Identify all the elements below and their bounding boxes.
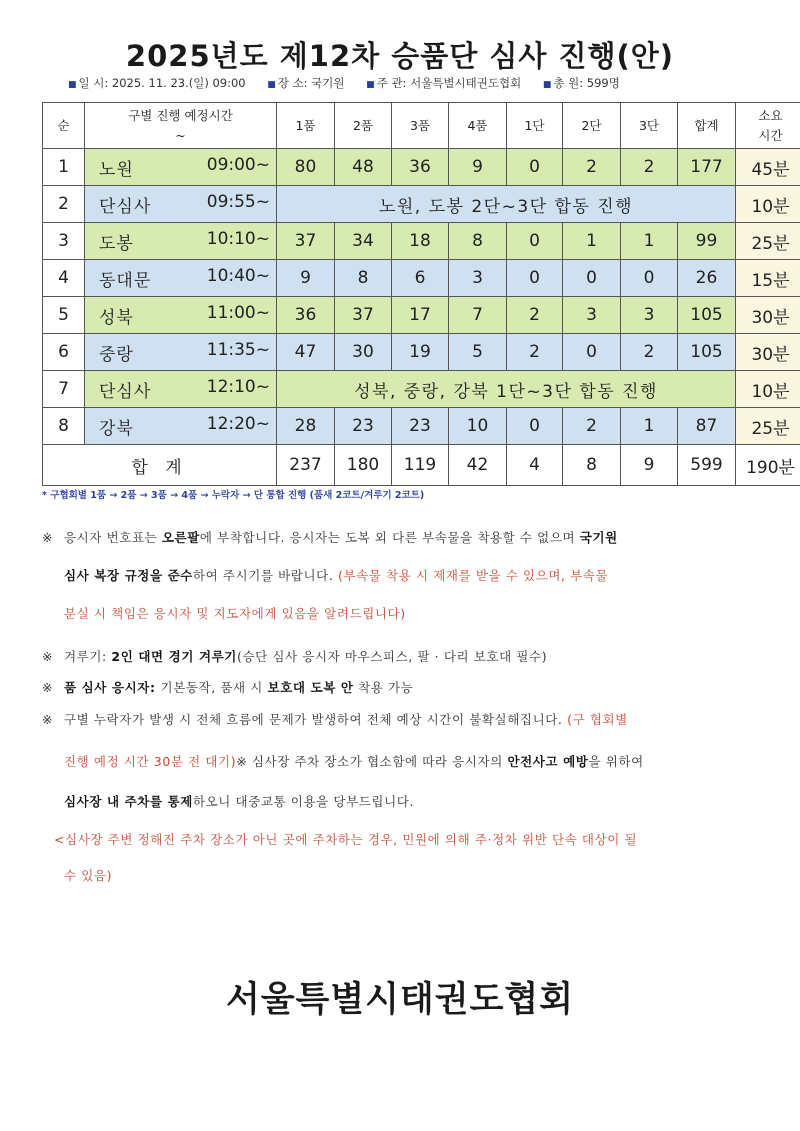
reference-mark: ※ [42,680,54,695]
table-row [43,334,800,371]
row-value: 2 [507,297,563,334]
total-value: 42 [449,445,507,486]
header-region: 구별 진행 예정시간 ~ [85,103,277,149]
total-value: 9 [621,445,678,486]
row-duration: 25분 [736,408,800,445]
table-total-row [43,445,800,486]
row-value: 2 [621,149,678,186]
row-value: 37 [335,297,392,334]
header-col: 2품 [335,103,392,149]
row-value: 0 [507,260,563,297]
row-value: 6 [392,260,449,297]
row-duration: 15분 [736,260,800,297]
row-value: 34 [335,223,392,260]
row-seq: 3 [43,223,85,260]
row-value: 30 [335,334,392,371]
row-sum: 26 [678,260,736,297]
table-row [43,149,800,186]
info-total: ■ 총 원: 599명 [542,76,620,90]
row-value: 8 [449,223,507,260]
table-footnote: * 구협회별 1품 → 2품 → 3품 → 4품 → 누락자 → 단 통합 진행 (품새 2코트/겨루기 2코트) [42,490,425,501]
schedule-table [42,102,800,486]
total-value: 237 [277,445,335,486]
total-value: 180 [335,445,392,486]
row-value: 0 [563,334,621,371]
row-value: 2 [621,334,678,371]
row-value: 2 [563,408,621,445]
row-value: 2 [563,149,621,186]
total-sum: 599 [678,445,736,486]
row-duration: 10분 [736,371,800,408]
row-seq: 8 [43,408,85,445]
row-value: 10 [449,408,507,445]
info-date: ■ 일 시: 2025. 11. 23.(일) 09:00 [68,76,246,90]
info-line [68,75,638,91]
row-region: 노원 09:00~ [85,149,277,186]
row-value: 36 [392,149,449,186]
row-region: 동대문 10:40~ [85,260,277,297]
total-label: 합 계 [43,445,277,486]
row-value: 9 [277,260,335,297]
reference-mark: ※ [42,712,54,727]
header-col: 3품 [392,103,449,149]
table-row [43,223,800,260]
row-duration: 30분 [736,297,800,334]
table-row [43,371,800,408]
row-value: 37 [277,223,335,260]
organization-footer: 서울특별시태권도협회 [225,980,575,1020]
row-region: 단심사 09:55~ [85,186,277,223]
header-duration: 소요 시간 [736,103,800,149]
row-seq: 5 [43,297,85,334]
header-col: 2단 [563,103,621,149]
row-region: 단심사 12:10~ [85,371,277,408]
row-duration: 25분 [736,223,800,260]
header-col: 1품 [277,103,335,149]
table-header-row [43,103,800,149]
reference-mark: ※ [42,649,54,664]
square-bullet-icon: ■ [267,80,276,90]
total-duration: 190분 [736,445,800,486]
row-sum: 177 [678,149,736,186]
row-value: 0 [507,223,563,260]
row-region: 도봉 10:10~ [85,223,277,260]
row-value: 9 [449,149,507,186]
row-value: 28 [277,408,335,445]
row-seq: 6 [43,334,85,371]
row-sum: 105 [678,334,736,371]
row-merged-note: 노원, 도봉 2단~3단 합동 진행 [277,186,736,223]
total-value: 8 [563,445,621,486]
row-value: 0 [563,260,621,297]
row-region: 중랑 11:35~ [85,334,277,371]
header-col: 1단 [507,103,563,149]
square-bullet-icon: ■ [366,80,375,90]
row-value: 1 [621,223,678,260]
row-value: 3 [621,297,678,334]
row-value: 17 [392,297,449,334]
row-value: 23 [392,408,449,445]
row-value: 1 [621,408,678,445]
row-region: 성북 11:00~ [85,297,277,334]
row-value: 5 [449,334,507,371]
row-value: 3 [449,260,507,297]
row-value: 7 [449,297,507,334]
row-value: 1 [563,223,621,260]
row-duration: 30분 [736,334,800,371]
row-value: 19 [392,334,449,371]
header-col: 3단 [621,103,678,149]
row-seq: 4 [43,260,85,297]
total-value: 4 [507,445,563,486]
row-value: 48 [335,149,392,186]
row-duration: 45분 [736,149,800,186]
row-value: 23 [335,408,392,445]
row-value: 47 [277,334,335,371]
square-bullet-icon: ■ [542,80,552,90]
row-sum: 87 [678,408,736,445]
row-sum: 105 [678,297,736,334]
row-seq: 2 [43,186,85,223]
reference-mark: ※ [42,530,54,545]
total-value: 119 [392,445,449,486]
row-value: 36 [277,297,335,334]
row-sum: 99 [678,223,736,260]
row-seq: 7 [43,371,85,408]
row-merged-note: 성북, 중랑, 강북 1단~3단 합동 진행 [277,371,736,408]
table-row [43,408,800,445]
row-value: 3 [563,297,621,334]
header-col: 4품 [449,103,507,149]
info-place: ■ 장 소: 국기원 [267,76,345,90]
row-value: 2 [507,334,563,371]
row-value: 8 [335,260,392,297]
header-seq: 순 [43,103,85,149]
table-row [43,260,800,297]
row-duration: 10분 [736,186,800,223]
row-value: 0 [621,260,678,297]
page-title: 2025년도 제12차 승품단 심사 진행(안) [125,39,675,73]
square-bullet-icon: ■ [68,80,77,90]
table-row [43,297,800,334]
row-value: 18 [392,223,449,260]
row-seq: 1 [43,149,85,186]
row-region: 강북 12:20~ [85,408,277,445]
header-col: 합계 [678,103,736,149]
row-value: 0 [507,149,563,186]
row-value: 0 [507,408,563,445]
info-host: ■ 주 관: 서울특별시태권도협회 [366,76,522,90]
table-row [43,186,800,223]
row-value: 80 [277,149,335,186]
